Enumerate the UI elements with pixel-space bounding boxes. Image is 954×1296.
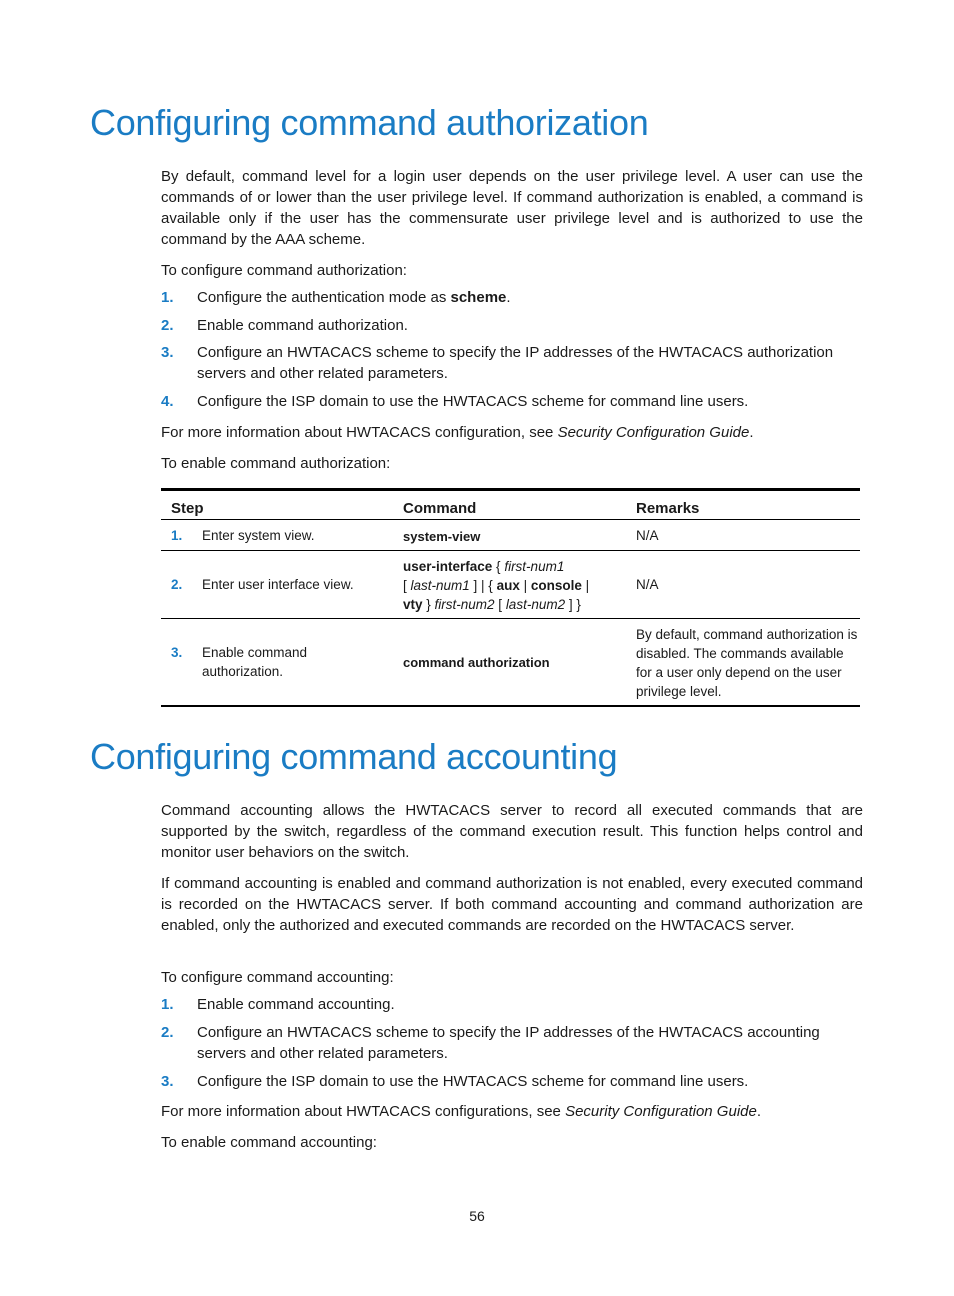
authorization-more-info: For more information about HWTACACS configuration, see Security Configuration Guide. — [161, 424, 754, 441]
list-item — [161, 315, 863, 336]
table-row — [161, 551, 860, 619]
row-step: Enter system view. — [202, 528, 315, 543]
section-title-authorization: Configuring command authorization — [90, 102, 649, 143]
accounting-intro-1: Command accounting allows the HWTACACS server to record all executed commands that are supported by the switch, regardless of the command execution result. This function helps control and monitor user behaviors on the switch. — [161, 802, 863, 861]
header-step: Step — [171, 500, 204, 517]
list-text: Configure an HWTACACS scheme to specify the IP addresses of the HWTACACS accounting servers and other related parameters. — [197, 1024, 820, 1062]
list-item — [161, 342, 863, 384]
list-item — [161, 287, 863, 308]
accounting-configure-lead: To configure command accounting: — [161, 969, 394, 986]
list-item — [161, 994, 863, 1015]
list-text: Configure the authentication mode as scheme. — [197, 289, 511, 306]
list-number: 3. — [161, 344, 174, 361]
accounting-intro-2: If command accounting is enabled and command authorization is not enabled, every executed command is recorded on the HWTACACS server. If both command accounting and command authorization are enabled, only the authorized and executed commands are recorded on the HWTACACS server. — [161, 875, 863, 934]
row-number: 1. — [171, 528, 183, 543]
row-number: 3. — [171, 645, 183, 660]
list-number: 4. — [161, 393, 174, 410]
row-step: Enter user interface view. — [202, 577, 354, 592]
authorization-intro: By default, command level for a login user depends on the user privilege level. A user can use the commands of or lower than the user privilege level. If command authorization is enabled, a command is available only if the user has the commensurate user privilege level and is authorized to use the command by the AAA scheme. — [161, 168, 863, 248]
authorization-table — [161, 488, 860, 707]
list-number: 1. — [161, 289, 174, 306]
row-command: user-interface { first-num1 [ last-num1 ] | { aux | console | vty } first-num2 [ last-num2 ] } — [403, 559, 590, 612]
table-row — [161, 619, 860, 705]
row-remarks: By default, command authorization is disabled. The commands available for a user only depend on the user privilege level. — [636, 627, 858, 699]
row-remarks: N/A — [636, 577, 659, 592]
row-remarks: N/A — [636, 528, 659, 543]
list-number: 2. — [161, 1024, 174, 1041]
header-remarks: Remarks — [636, 500, 700, 517]
list-number: 1. — [161, 996, 174, 1013]
row-number: 2. — [171, 577, 183, 592]
list-item — [161, 1071, 863, 1092]
row-command: command authorization — [403, 655, 550, 670]
list-text: Configure the ISP domain to use the HWTACACS scheme for command line users. — [197, 393, 749, 410]
page-number: 56 — [469, 1208, 485, 1224]
accounting-more-info: For more information about HWTACACS configurations, see Security Configuration Guide. — [161, 1103, 762, 1120]
table-row — [161, 520, 860, 551]
header-command: Command — [403, 500, 477, 517]
list-text: Enable command authorization. — [197, 317, 408, 334]
accounting-enable-lead: To enable command accounting: — [161, 1134, 377, 1151]
authorization-enable-lead: To enable command authorization: — [161, 455, 391, 472]
section-title-accounting: Configuring command accounting — [90, 736, 618, 777]
table-header-row — [161, 491, 860, 520]
list-text: Configure the ISP domain to use the HWTACACS scheme for command line users. — [197, 1073, 749, 1090]
list-number: 2. — [161, 317, 174, 334]
list-text: Enable command accounting. — [197, 996, 395, 1013]
list-number: 3. — [161, 1073, 174, 1090]
list-item — [161, 1022, 863, 1064]
authorization-configure-lead: To configure command authorization: — [161, 262, 407, 279]
row-command: system-view — [403, 529, 481, 544]
list-text: Configure an HWTACACS scheme to specify the IP addresses of the HWTACACS authorization servers and other related parameters. — [197, 344, 834, 382]
list-item — [161, 391, 863, 412]
row-step: Enable command authorization. — [202, 645, 308, 679]
